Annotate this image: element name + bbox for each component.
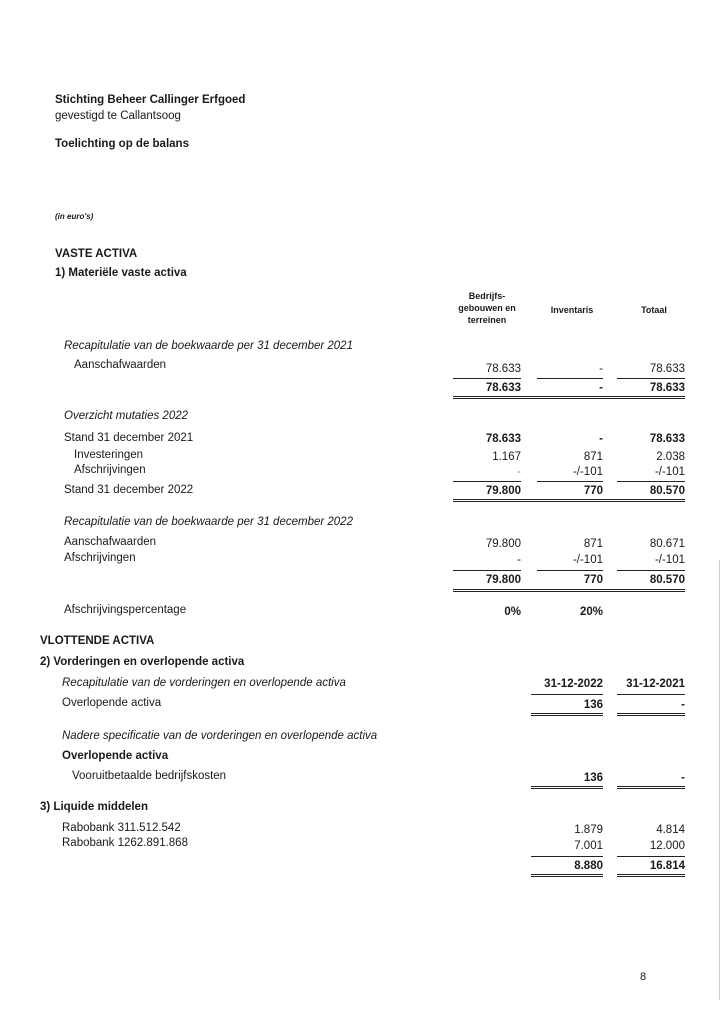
cell-value: 78.633 [485, 433, 521, 445]
subtotal-rule [537, 481, 603, 482]
cell-value: 1.167 [492, 451, 521, 463]
row-label: Stand 31 december 2022 [64, 484, 194, 496]
total-double-rule [531, 786, 603, 789]
total-value: 770 [583, 485, 603, 497]
percentage-value: 0% [504, 606, 521, 618]
subtotal-rule [531, 856, 603, 857]
total-double-rule [617, 786, 685, 789]
total-double-rule [453, 396, 685, 399]
total-double-rule [617, 713, 685, 716]
cell-value: - [517, 466, 521, 478]
row-label: Afschrijvingen [64, 552, 136, 564]
column-header-bedrijfsgebouwen: Bedrijfs-gebouwen en terreinen [458, 291, 516, 325]
total-value: 770 [583, 574, 603, 586]
subtotal-rule [453, 570, 521, 571]
row-label: Overlopende activa [62, 697, 162, 709]
row-label: Afschrijvingen [74, 464, 146, 476]
cell-value: 12.000 [649, 840, 685, 852]
cell-value: -/-101 [654, 554, 685, 566]
total-value: - [599, 382, 603, 394]
row-label: Investeringen [74, 449, 144, 461]
cell-value: -/-101 [572, 466, 603, 478]
section-heading-vlottende-activa: VLOTTENDE ACTIVA [40, 635, 155, 647]
column-header-totaal: Totaal [641, 305, 667, 315]
row-label: Aanschafwaarden [64, 536, 157, 548]
subtotal-rule [453, 378, 521, 379]
subtotal-rule [617, 856, 685, 857]
cell-value: 871 [583, 451, 603, 463]
cell-value: 78.633 [649, 433, 685, 445]
total-value: 78.633 [485, 382, 521, 394]
total-value: 80.570 [649, 485, 685, 497]
cell-value: 78.633 [485, 363, 521, 375]
recap-2022-title: Recapitulatie van de boekwaarde per 31 december 2022 [64, 516, 353, 528]
column-header-31-12-2021: 31-12-2021 [626, 678, 685, 690]
row-label: Rabobank 1262.891.868 [62, 837, 188, 849]
subtotal-rule [537, 378, 603, 379]
row-label: Afschrijvingspercentage [64, 604, 187, 616]
total-value: 80.570 [649, 574, 685, 586]
total-double-rule [531, 713, 603, 716]
subsection-liquide-middelen: 3) Liquide middelen [40, 801, 148, 813]
unit-note: (in euro's) [55, 212, 94, 221]
cell-value: 2.038 [656, 451, 685, 463]
total-value: 79.800 [485, 574, 521, 586]
cell-value: 1.879 [574, 824, 603, 836]
cell-value: 136 [583, 699, 603, 711]
total-double-rule [453, 589, 685, 592]
subsection-materiele-vaste-activa: 1) Materiële vaste activa [55, 267, 187, 279]
subtotal-rule [537, 570, 603, 571]
row-label: Aanschafwaarden [74, 359, 167, 371]
cell-value: - [681, 699, 685, 711]
row-label: Stand 31 december 2021 [64, 432, 194, 444]
organization-location: gevestigd te Callantsoog [55, 110, 181, 122]
subtotal-rule [617, 378, 685, 379]
column-header-31-12-2022: 31-12-2022 [544, 678, 603, 690]
subtotal-rule [617, 570, 685, 571]
cell-value: -/-101 [572, 554, 603, 566]
vorderingen-recap-title: Recapitulatie van de vorderingen en overlopende activa [62, 677, 346, 689]
cell-value: 4.814 [656, 824, 685, 836]
cell-value: 136 [583, 772, 603, 784]
spec-title: Nadere specificatie van de vorderingen en overlopende activa [62, 730, 378, 742]
scan-edge-shadow [719, 560, 720, 1000]
column-header-inventaris: Inventaris [550, 305, 594, 315]
mutaties-title: Overzicht mutaties 2022 [64, 410, 189, 422]
total-value: 8.880 [574, 860, 603, 872]
cell-value: -/-101 [654, 466, 685, 478]
cell-value: 871 [583, 538, 603, 550]
organization-name: Stichting Beheer Callinger Erfgoed [55, 94, 246, 106]
total-value: 79.800 [485, 485, 521, 497]
document-title: Toelichting op de balans [55, 138, 189, 150]
total-double-rule [531, 874, 603, 877]
total-value: 16.814 [649, 860, 685, 872]
row-label: Rabobank 311.512.542 [62, 822, 181, 834]
header-rule [617, 694, 685, 695]
cell-value: - [599, 363, 603, 375]
total-value: 78.633 [649, 382, 685, 394]
row-label: Vooruitbetaalde bedrijfskosten [72, 770, 227, 782]
cell-value: 79.800 [485, 538, 521, 550]
cell-value: 78.633 [649, 363, 685, 375]
cell-value: 80.671 [649, 538, 685, 550]
spec-group-label: Overlopende activa [62, 750, 169, 762]
header-rule [531, 694, 603, 695]
subsection-vorderingen: 2) Vorderingen en overlopende activa [40, 656, 245, 668]
cell-value: - [517, 554, 521, 566]
total-double-rule [453, 499, 685, 502]
cell-value: - [599, 433, 603, 445]
recap-2021-title: Recapitulatie van de boekwaarde per 31 december 2021 [64, 340, 353, 352]
cell-value: 7.001 [574, 840, 603, 852]
percentage-value: 20% [579, 606, 603, 618]
section-heading-vaste-activa: VASTE ACTIVA [55, 248, 138, 260]
cell-value: - [681, 772, 685, 784]
subtotal-rule [617, 481, 685, 482]
total-double-rule [617, 874, 685, 877]
page-number: 8 [640, 971, 647, 983]
subtotal-rule [453, 481, 521, 482]
